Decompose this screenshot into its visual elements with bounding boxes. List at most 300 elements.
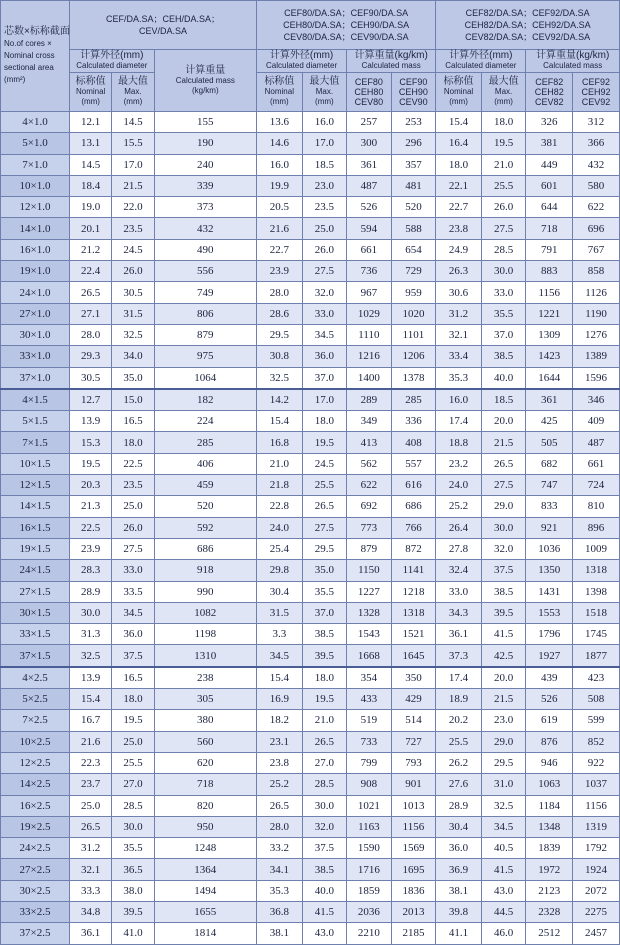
table-cell: 33.0 <box>481 282 526 303</box>
table-cell: 2185 <box>391 923 436 944</box>
table-cell: 959 <box>391 282 436 303</box>
table-cell: 729 <box>391 261 436 282</box>
table-row <box>1 411 620 432</box>
table-cell: 18.2 <box>257 710 303 731</box>
table-cell: 36.1 <box>436 624 482 645</box>
table-cell: 373 <box>154 197 256 218</box>
row-label-cell: 5×1.5 <box>1 411 70 432</box>
table-cell: 23.5 <box>302 197 347 218</box>
table-row <box>1 324 620 345</box>
table-cell: 24.0 <box>257 517 303 538</box>
table-cell: 1310 <box>154 645 256 667</box>
table-cell: 15.4 <box>257 411 303 432</box>
table-cell: 661 <box>347 239 392 260</box>
table-cell: 1668 <box>347 645 392 667</box>
table-cell: 33.0 <box>436 581 482 602</box>
g1-diameter-header: 计算外径(mm) Calculated diameter <box>70 50 155 73</box>
table-cell: 505 <box>526 432 573 453</box>
table-cell: 23.1 <box>257 731 303 752</box>
table-row <box>1 261 620 282</box>
table-cell: 33.0 <box>302 303 347 324</box>
table-cell: 1348 <box>526 816 573 837</box>
table-cell: 17.0 <box>302 133 347 154</box>
table-cell: 37.5 <box>112 645 154 667</box>
row-label-cell: 27×1.0 <box>1 303 70 324</box>
row-label-cell: 30×2.5 <box>1 880 70 901</box>
table-cell: 27.5 <box>302 517 347 538</box>
table-cell: 32.5 <box>257 367 303 389</box>
table-cell: 29.5 <box>302 538 347 559</box>
table-cell: 1110 <box>347 324 392 345</box>
table-cell: 28.5 <box>112 795 154 816</box>
table-cell: 27.0 <box>302 752 347 773</box>
table-cell: 31.0 <box>481 774 526 795</box>
g3-mass-a-header: CEF82 CEH82 CEV82 <box>526 73 573 112</box>
table-cell: 1924 <box>573 859 620 880</box>
table-cell: 19.5 <box>481 133 526 154</box>
table-cell: 1126 <box>573 282 620 303</box>
table-cell: 408 <box>391 432 436 453</box>
table-cell: 13.9 <box>70 411 112 432</box>
table-cell: 520 <box>154 496 256 517</box>
table-cell: 43.0 <box>302 923 347 944</box>
table-cell: 588 <box>391 218 436 239</box>
table-cell: 26.5 <box>70 282 112 303</box>
table-cell: 1877 <box>573 645 620 667</box>
table-cell: 1796 <box>526 624 573 645</box>
table-row <box>1 496 620 517</box>
table-cell: 876 <box>526 731 573 752</box>
table-row <box>1 517 620 538</box>
table-cell: 733 <box>347 731 392 752</box>
table-cell: 490 <box>154 239 256 260</box>
table-row <box>1 624 620 645</box>
table-cell: 27.5 <box>112 538 154 559</box>
table-cell: 1013 <box>391 795 436 816</box>
table-cell: 36.0 <box>436 838 482 859</box>
table-cell: 423 <box>573 667 620 689</box>
table-cell: 25.0 <box>70 795 112 816</box>
table-row <box>1 667 620 689</box>
table-cell: 23.2 <box>436 453 482 474</box>
table-cell: 793 <box>391 752 436 773</box>
table-cell: 1216 <box>347 346 392 367</box>
table-cell: 23.5 <box>112 475 154 496</box>
table-cell: 481 <box>391 175 436 196</box>
table-cell: 18.0 <box>436 154 482 175</box>
corner-unit: (mm²) <box>4 75 26 84</box>
table-cell: 1248 <box>154 838 256 859</box>
table-cell: 29.3 <box>70 346 112 367</box>
table-cell: 31.5 <box>112 303 154 324</box>
table-cell: 622 <box>573 197 620 218</box>
row-label-cell: 19×2.5 <box>1 816 70 837</box>
table-cell: 1839 <box>526 838 573 859</box>
table-row <box>1 282 620 303</box>
table-cell: 34.5 <box>257 645 303 667</box>
row-label-cell: 33×2.5 <box>1 901 70 922</box>
table-cell: 29.0 <box>481 496 526 517</box>
table-cell: 13.9 <box>70 667 112 689</box>
table-cell: 18.5 <box>481 389 526 411</box>
table-cell: 28.3 <box>70 560 112 581</box>
table-cell: 429 <box>391 689 436 710</box>
row-label-cell: 10×1.0 <box>1 175 70 196</box>
table-cell: 918 <box>154 560 256 581</box>
table-cell: 22.7 <box>436 197 482 218</box>
table-cell: 39.5 <box>302 645 347 667</box>
table-cell: 30.0 <box>302 795 347 816</box>
table-cell: 26.0 <box>112 517 154 538</box>
table-cell: 562 <box>347 453 392 474</box>
table-cell: 594 <box>347 218 392 239</box>
row-label-cell: 27×2.5 <box>1 859 70 880</box>
table-cell: 37.0 <box>302 367 347 389</box>
table-row <box>1 689 620 710</box>
table-cell: 39.8 <box>436 901 482 922</box>
table-cell: 519 <box>347 710 392 731</box>
table-cell: 23.9 <box>257 261 303 282</box>
table-cell: 686 <box>154 538 256 559</box>
table-cell: 38.1 <box>257 923 303 944</box>
table-cell: 25.5 <box>112 752 154 773</box>
table-row <box>1 731 620 752</box>
table-cell: 29.8 <box>257 560 303 581</box>
g2-nominal-header: 标称值 Nominal (mm) <box>257 73 303 112</box>
table-cell: 31.3 <box>70 624 112 645</box>
table-cell: 26.5 <box>481 453 526 474</box>
table-cell: 1190 <box>573 303 620 324</box>
table-cell: 1590 <box>347 838 392 859</box>
table-cell: 12.1 <box>70 112 112 133</box>
table-cell: 736 <box>347 261 392 282</box>
table-cell: 27.5 <box>481 475 526 496</box>
table-cell: 339 <box>154 175 256 196</box>
table-cell: 13.1 <box>70 133 112 154</box>
table-cell: 30.0 <box>112 816 154 837</box>
table-cell: 305 <box>154 689 256 710</box>
row-label-cell: 4×1.0 <box>1 112 70 133</box>
table-cell: 29.5 <box>257 324 303 345</box>
table-cell: 39.5 <box>112 901 154 922</box>
table-cell: 357 <box>391 154 436 175</box>
table-cell: 718 <box>526 218 573 239</box>
table-cell: 32.1 <box>70 859 112 880</box>
table-cell: 1378 <box>391 367 436 389</box>
table-cell: 36.9 <box>436 859 482 880</box>
table-cell: 599 <box>573 710 620 731</box>
table-cell: 1644 <box>526 367 573 389</box>
row-label-cell: 12×1.0 <box>1 197 70 218</box>
table-cell: 459 <box>154 475 256 496</box>
row-label-cell: 19×1.0 <box>1 261 70 282</box>
table-cell: 1141 <box>391 560 436 581</box>
table-cell: 31.5 <box>257 602 303 623</box>
row-label-cell: 12×2.5 <box>1 752 70 773</box>
table-cell: 28.5 <box>481 239 526 260</box>
table-cell: 425 <box>526 411 573 432</box>
table-cell: 18.4 <box>70 175 112 196</box>
table-cell: 21.5 <box>112 175 154 196</box>
table-cell: 32.4 <box>436 560 482 581</box>
table-cell: 22.5 <box>70 517 112 538</box>
table-cell: 26.3 <box>436 261 482 282</box>
table-cell: 619 <box>526 710 573 731</box>
table-cell: 1009 <box>573 538 620 559</box>
table-cell: 18.9 <box>436 689 482 710</box>
table-cell: 32.0 <box>302 816 347 837</box>
table-cell: 21.0 <box>302 710 347 731</box>
table-cell: 35.3 <box>257 880 303 901</box>
table-cell: 30.8 <box>257 346 303 367</box>
g3-max-header: 最大值 Max. (mm) <box>481 73 526 112</box>
table-cell: 22.5 <box>112 453 154 474</box>
table-cell: 556 <box>154 261 256 282</box>
table-cell: 38.5 <box>302 859 347 880</box>
table-cell: 18.0 <box>302 411 347 432</box>
g3-mass-header: 计算重量(kg/km) Calculated mass <box>526 50 620 73</box>
table-cell: 30.5 <box>112 282 154 303</box>
table-cell: 749 <box>154 282 256 303</box>
g1-mass-header: 计算重量 Calculated mass (kg/km) <box>154 50 256 112</box>
g3-nominal-header: 标称值 Nominal (mm) <box>436 73 482 112</box>
table-cell: 967 <box>347 282 392 303</box>
table-cell: 487 <box>573 432 620 453</box>
table-cell: 23.0 <box>481 710 526 731</box>
table-cell: 190 <box>154 133 256 154</box>
row-label-cell: 10×2.5 <box>1 731 70 752</box>
table-cell: 1645 <box>391 645 436 667</box>
table-cell: 413 <box>347 432 392 453</box>
table-cell: 449 <box>526 154 573 175</box>
table-cell: 896 <box>573 517 620 538</box>
table-cell: 1319 <box>573 816 620 837</box>
table-cell: 26.0 <box>481 197 526 218</box>
g2-mass-b-header: CEF90 CEH90 CEV90 <box>391 73 436 112</box>
table-cell: 23.0 <box>302 175 347 196</box>
table-cell: 21.8 <box>257 475 303 496</box>
table-header <box>1 1 620 112</box>
table-cell: 1745 <box>573 624 620 645</box>
table-cell: 879 <box>347 538 392 559</box>
row-label-cell: 7×1.5 <box>1 432 70 453</box>
row-label-cell: 30×1.5 <box>1 602 70 623</box>
table-cell: 432 <box>154 218 256 239</box>
table-cell: 18.5 <box>302 154 347 175</box>
table-cell: 350 <box>391 667 436 689</box>
table-cell: 1037 <box>573 774 620 795</box>
table-cell: 16.4 <box>436 133 482 154</box>
row-label-cell: 16×2.5 <box>1 795 70 816</box>
table-cell: 592 <box>154 517 256 538</box>
table-row <box>1 367 620 389</box>
table-cell: 31.2 <box>436 303 482 324</box>
row-label-cell: 24×1.0 <box>1 282 70 303</box>
table-cell: 38.5 <box>481 581 526 602</box>
table-cell: 253 <box>391 112 436 133</box>
table-row <box>1 816 620 837</box>
table-cell: 1156 <box>526 282 573 303</box>
table-cell: 1227 <box>347 581 392 602</box>
table-cell: 1020 <box>391 303 436 324</box>
table-cell: 30.4 <box>257 581 303 602</box>
table-cell: 26.5 <box>257 795 303 816</box>
header-corner <box>1 1 70 112</box>
table-cell: 560 <box>154 731 256 752</box>
table-cell: 238 <box>154 667 256 689</box>
table-cell: 1036 <box>526 538 573 559</box>
table-cell: 28.9 <box>70 581 112 602</box>
table-cell: 41.5 <box>302 901 347 922</box>
table-cell: 37.5 <box>481 560 526 581</box>
table-cell: 23.9 <box>70 538 112 559</box>
table-cell: 30.6 <box>436 282 482 303</box>
table-cell: 1836 <box>391 880 436 901</box>
table-cell: 24.5 <box>302 453 347 474</box>
table-cell: 20.2 <box>436 710 482 731</box>
table-cell: 41.0 <box>112 923 154 944</box>
table-row <box>1 795 620 816</box>
table-cell: 696 <box>573 218 620 239</box>
table-cell: 21.6 <box>257 218 303 239</box>
table-cell: 767 <box>573 239 620 260</box>
table-cell: 26.5 <box>302 496 347 517</box>
table-cell: 37.0 <box>481 324 526 345</box>
table-cell: 21.6 <box>70 731 112 752</box>
table-cell: 30.0 <box>481 517 526 538</box>
table-cell: 852 <box>573 731 620 752</box>
table-cell: 23.8 <box>257 752 303 773</box>
table-cell: 12.7 <box>70 389 112 411</box>
table-cell: 30.5 <box>70 367 112 389</box>
table-cell: 20.5 <box>257 197 303 218</box>
table-cell: 37.5 <box>302 838 347 859</box>
table-cell: 2072 <box>573 880 620 901</box>
table-cell: 40.0 <box>481 367 526 389</box>
table-cell: 16.8 <box>257 432 303 453</box>
table-cell: 514 <box>391 710 436 731</box>
table-cell: 654 <box>391 239 436 260</box>
table-row <box>1 197 620 218</box>
table-cell: 18.0 <box>112 432 154 453</box>
table-cell: 40.0 <box>302 880 347 901</box>
table-cell: 433 <box>347 689 392 710</box>
table-cell: 18.8 <box>436 432 482 453</box>
table-cell: 25.4 <box>257 538 303 559</box>
table-cell: 439 <box>526 667 573 689</box>
table-cell: 33.4 <box>436 346 482 367</box>
table-cell: 1398 <box>573 581 620 602</box>
table-cell: 724 <box>573 475 620 496</box>
table-cell: 21.5 <box>481 689 526 710</box>
table-cell: 31.2 <box>70 838 112 859</box>
row-label-cell: 14×1.5 <box>1 496 70 517</box>
table-cell: 975 <box>154 346 256 367</box>
table-cell: 38.5 <box>302 624 347 645</box>
table-cell: 15.5 <box>112 133 154 154</box>
table-cell: 1543 <box>347 624 392 645</box>
table-cell: 32.0 <box>481 538 526 559</box>
table-cell: 1063 <box>526 774 573 795</box>
table-cell: 16.0 <box>257 154 303 175</box>
table-cell: 182 <box>154 389 256 411</box>
table-cell: 872 <box>391 538 436 559</box>
table-row <box>1 218 620 239</box>
table-cell: 25.0 <box>112 731 154 752</box>
table-cell: 526 <box>526 689 573 710</box>
table-cell: 22.8 <box>257 496 303 517</box>
table-cell: 17.0 <box>112 154 154 175</box>
table-cell: 26.5 <box>302 731 347 752</box>
table-cell: 14.6 <box>257 133 303 154</box>
table-cell: 37.0 <box>302 602 347 623</box>
table-cell: 28.0 <box>257 816 303 837</box>
table-row <box>1 645 620 667</box>
table-cell: 990 <box>154 581 256 602</box>
table-cell: 32.5 <box>481 795 526 816</box>
table-cell: 354 <box>347 667 392 689</box>
table-cell: 773 <box>347 517 392 538</box>
table-cell: 1156 <box>573 795 620 816</box>
table-cell: 34.5 <box>481 816 526 837</box>
table-cell: 950 <box>154 816 256 837</box>
table-body <box>1 112 620 945</box>
row-label-cell: 19×1.5 <box>1 538 70 559</box>
table-cell: 27.8 <box>436 538 482 559</box>
table-cell: 766 <box>391 517 436 538</box>
table-cell: 25.5 <box>481 175 526 196</box>
table-cell: 27.1 <box>70 303 112 324</box>
table-cell: 908 <box>347 774 392 795</box>
table-cell: 36.1 <box>70 923 112 944</box>
table-cell: 520 <box>391 197 436 218</box>
table-cell: 34.3 <box>436 602 482 623</box>
table-cell: 883 <box>526 261 573 282</box>
table-row <box>1 389 620 411</box>
table-cell: 20.1 <box>70 218 112 239</box>
table-cell: 1029 <box>347 303 392 324</box>
g1-nominal-header: 标称值 Nominal (mm) <box>70 73 112 112</box>
table-cell: 285 <box>391 389 436 411</box>
table-cell: 296 <box>391 133 436 154</box>
table-cell: 16.0 <box>436 389 482 411</box>
table-cell: 879 <box>154 324 256 345</box>
table-cell: 34.5 <box>112 602 154 623</box>
table-cell: 601 <box>526 175 573 196</box>
table-cell: 26.0 <box>302 239 347 260</box>
table-cell: 155 <box>154 112 256 133</box>
table-cell: 1521 <box>391 624 436 645</box>
table-cell: 36.8 <box>257 901 303 922</box>
table-cell: 14.5 <box>70 154 112 175</box>
table-cell: 19.0 <box>70 197 112 218</box>
row-label-cell: 37×1.0 <box>1 367 70 389</box>
table-cell: 2036 <box>347 901 392 922</box>
table-cell: 1206 <box>391 346 436 367</box>
table-cell: 46.0 <box>481 923 526 944</box>
table-cell: 661 <box>573 453 620 474</box>
table-cell: 727 <box>391 731 436 752</box>
table-cell: 35.3 <box>436 367 482 389</box>
table-cell: 1064 <box>154 367 256 389</box>
table-row <box>1 774 620 795</box>
table-cell: 2275 <box>573 901 620 922</box>
table-cell: 2328 <box>526 901 573 922</box>
table-cell: 37.3 <box>436 645 482 667</box>
table-cell: 33.0 <box>112 560 154 581</box>
g3-mass-b-header: CEF92 CEH92 CEV92 <box>573 73 620 112</box>
table-cell: 25.0 <box>112 496 154 517</box>
